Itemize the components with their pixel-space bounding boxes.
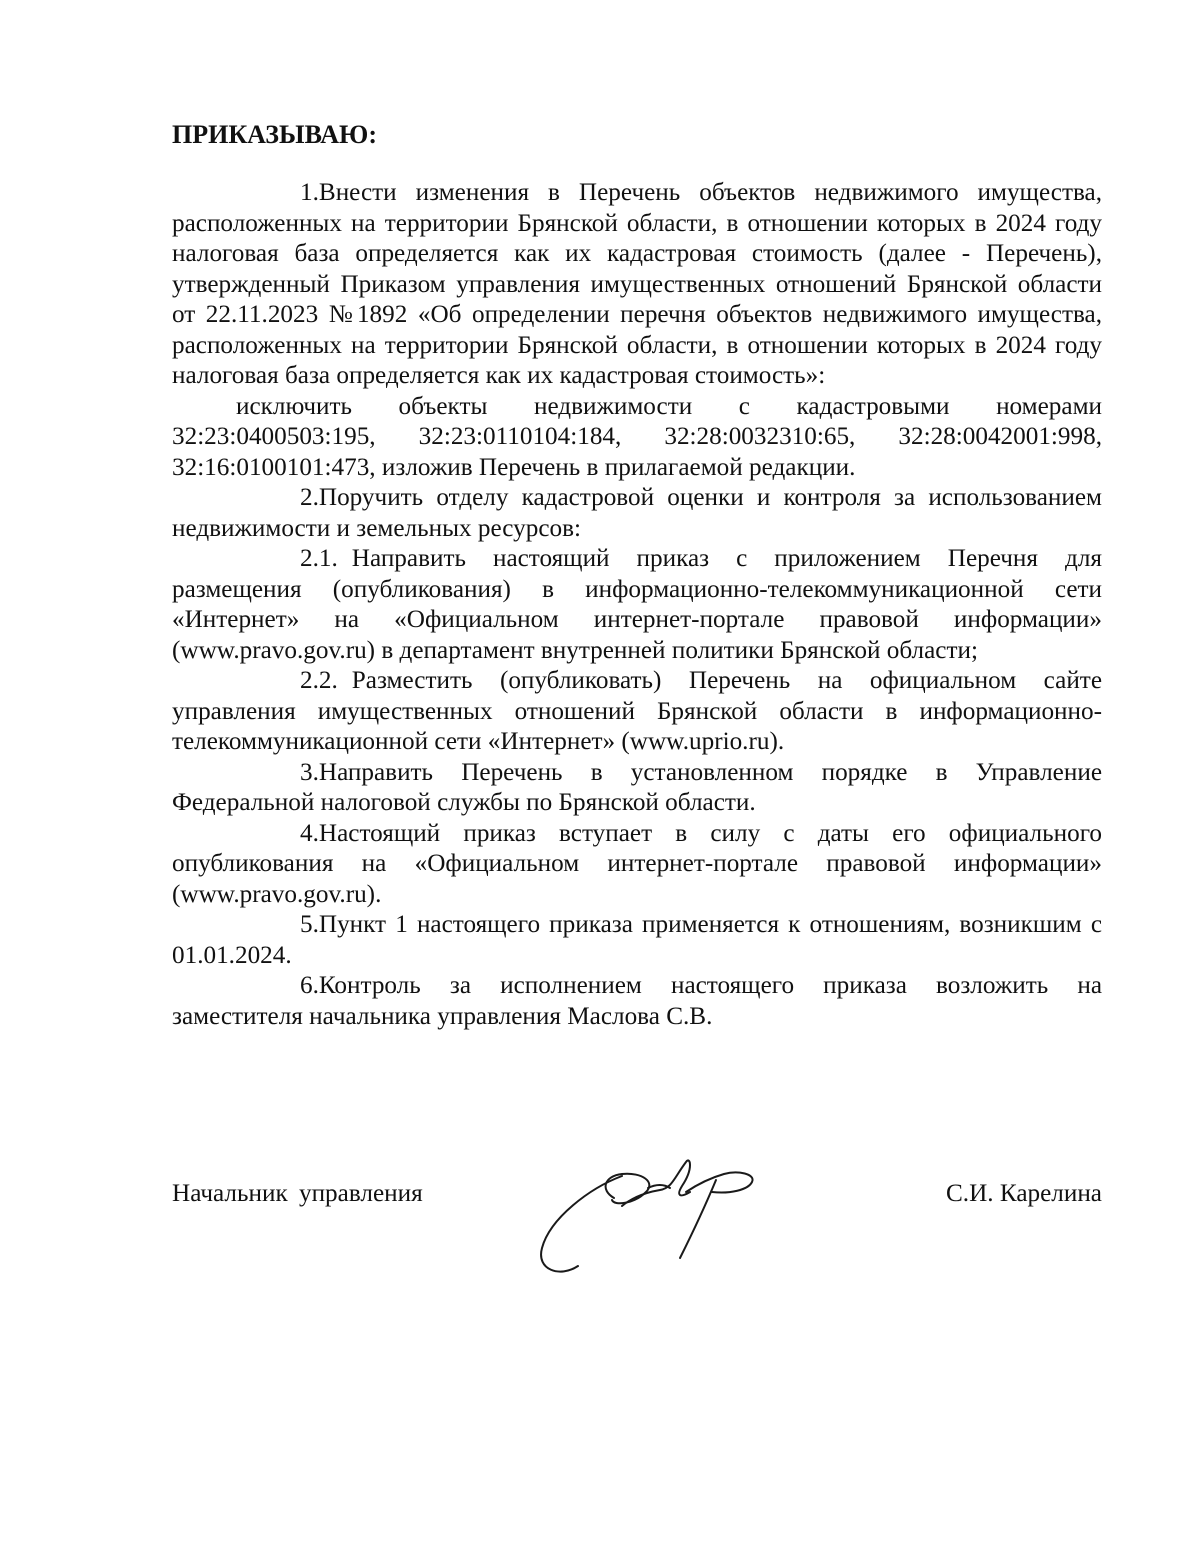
signatory-name: С.И. Карелина	[945, 1180, 1102, 1207]
order-item-2	[172, 483, 1102, 544]
item-text: Внести изменения в Перечень объектов недвижимого имущества, расположенных на территории Брянской области, в отношении которых в 2024 году налоговая база определяется как их кадастровая стоимость (далее - Перечень), утвержденный Приказом управления имущественных отношений Брянской области от 22.11.2023 №1892 «Об определении перечня объектов недвижимого имущества, расположенных на территории Брянской области, в отношении которых в 2024 году налоговая база определяется как их кадастровая стоимость»:	[172, 179, 1102, 389]
document-heading: ПРИКАЗЫВАЮ:	[172, 120, 377, 149]
item-text: Направить настоящий приказ с приложением Перечня для размещения (опубликования) в информационно-телекоммуникационной сети «Интернет» на «Официальном интернет-портале правовой информации» (www.pravo.gov.ru) в департамент внутренней политики Брянской области;	[172, 545, 1102, 664]
item-text: Пункт 1 настоящего приказа применяется к отношениям, возникшим с 01.01.2024.	[172, 911, 1102, 969]
item-number: 2.1.	[300, 545, 338, 572]
order-item-5	[172, 910, 1102, 971]
item-text: Контроль за исполнением настоящего приказа возложить на заместителя начальника управления Маслова С.В.	[172, 972, 1102, 1030]
item-number: 4.	[300, 819, 319, 847]
order-item-1-exclusion	[172, 392, 1102, 484]
signatory-title: Начальник управления	[172, 1180, 423, 1207]
item-number: 2.2.	[300, 667, 338, 694]
order-item-3	[172, 758, 1102, 819]
item-number: 1.	[300, 179, 319, 206]
order-item-2-2	[172, 666, 1102, 758]
order-item-1	[172, 178, 1102, 392]
item-number: 5.	[300, 911, 319, 938]
order-item-6	[172, 971, 1102, 1032]
order-item-2-1	[172, 544, 1102, 666]
order-item-4	[172, 819, 1102, 911]
item-text: Направить Перечень в установленном порядке в Управление Федеральной налоговой службы по Брянской области.	[172, 758, 1102, 816]
item-number: 6.	[300, 972, 319, 999]
item-number: 3.	[300, 758, 319, 786]
document-body	[172, 178, 1102, 1032]
item-text: исключить объекты недвижимости с кадастровыми номерами 32:23:0400503:195, 32:23:0110104:184, 32:28:0032310:65, 32:28:0042001:998, 32:16:0100101:473, изложив Перечень в прилагаемой редакции.	[172, 392, 1102, 481]
item-text: Настоящий приказ вступает в силу с даты его официального опубликования на «Официальном интернет-портале правовой информации» (www.pravo.gov.ru).	[172, 819, 1102, 908]
item-text: Разместить (опубликовать) Перечень на официальном сайте управления имущественных отношений Брянской области в информационно-телекоммуникационной сети «Интернет» (www.uprio.ru).	[172, 667, 1102, 755]
handwritten-signature-icon	[530, 1148, 770, 1280]
item-text: Поручить отделу кадастровой оценки и контроля за использованием недвижимости и земельных ресурсов:	[172, 484, 1102, 542]
item-number: 2.	[300, 484, 319, 511]
